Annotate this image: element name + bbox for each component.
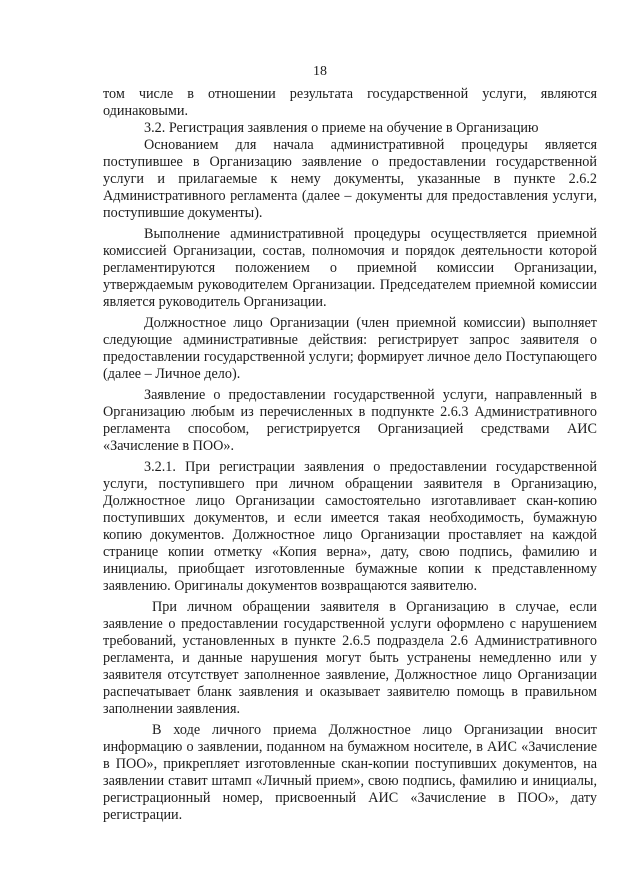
paragraph-personal-appeal: При личном обращении заявителя в Организацию в случае, если заявление о предоставлении государственной услуги оформлено с нарушением требований, установленных в пункте 2.6.5 подраздела 2.6 Административного регламента, и данные нарушения могут быть устранены немедленно или у заявителя отсутствует заполненное заявление, Должностное лицо Организации распечатывает бланк заявления и оказывает заявителю помощь в правильном заполнении заявления.	[103, 599, 597, 717]
paragraph-basis: Основанием для начала административной процедуры является поступившее в Организацию заявление о предоставлении государственной услуги и прилагаемые к нему документы, указанные в пункте 2.6.2 Административного регламента (далее – документы для предоставления услуги, поступившие документы).	[103, 137, 597, 221]
document-body	[103, 86, 597, 824]
section-heading-3-2: 3.2. Регистрация заявления о приеме на обучение в Организацию	[144, 120, 539, 136]
paragraph-commission: Выполнение административной процедуры осуществляется приемной комиссией Организации, состав, полномочия и порядок деятельности которой регламентируются положением о приемной комиссии Организации, утверждаемым руководителем Организации. Председателем приемной комиссии является руководитель Организации.	[103, 226, 597, 310]
paragraph-official-actions: Должностное лицо Организации (член приемной комиссии) выполняет следующие административные действия: регистрирует запрос заявителя о предоставлении государственной услуги; формирует личное дело Поступающего (далее – Личное дело).	[103, 315, 597, 382]
paragraph-continuation: том числе в отношении результата государственной услуги, являются одинаковыми.	[103, 86, 597, 119]
paragraph-personal-reception: В ходе личного приема Должностное лицо Организации вносит информацию о заявлении, поданном на бумажном носителе, в АИС «Зачисление в ПОО», прикрепляет изготовленные скан-копии поступивших документов, на заявлении ставит штамп «Личный прием», свою подпись, фамилию и инициалы, регистрационный номер, присвоенный АИС «Зачисление в ПОО», дату регистрации.	[103, 722, 597, 823]
paragraph-3-2-1: 3.2.1. При регистрации заявления о предоставлении государственной услуги, поступившего при личном обращении заявителя в Организацию, Должностное лицо Организации самостоятельно изготавливает скан-копию поступивших документов, и если имеется такая необходимость, бумажную копию документов. Должностное лицо Организации проставляет на каждой странице копии отметку «Копия верна», дату, свою подпись, фамилию и инициалы, приобщает изготовленные бумажные копии к представленному заявлению. Оригиналы документов возвращаются заявителю.	[103, 459, 597, 594]
page-number: 18	[313, 64, 327, 79]
paragraph-registration-ais: Заявление о предоставлении государственной услуги, направленный в Организацию любым из перечисленных в подпункте 2.6.3 Административного регламента способом, регистрируется Организацией средствами АИС «Зачисление в ПОО».	[103, 387, 597, 454]
